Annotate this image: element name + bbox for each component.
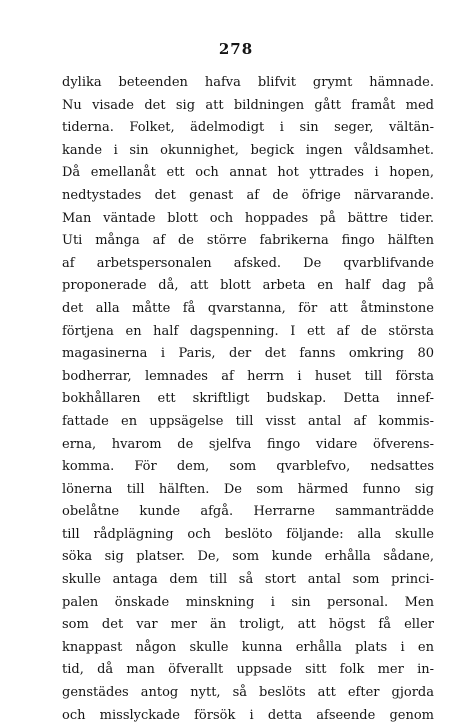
text-line: erna, hvarom de sjelfva fingo vidare öfverens- xyxy=(62,436,434,452)
text-line: komma. För dem, som qvarblefvo, nedsattes xyxy=(62,459,434,475)
text-line: genstädes antog nytt, så beslöts att efter gjorda xyxy=(62,685,434,701)
text-line: förtjena en half dagspenning. I ett af de största xyxy=(62,323,434,339)
text-line: skulle antaga dem till så stort antal som princi- xyxy=(62,572,434,588)
page-number: 278 xyxy=(218,40,254,58)
text-line: nedtystades det genast af de öfrige närvarande. xyxy=(62,187,434,203)
text-line: magasinerna i Paris, der det fanns omkring 80 xyxy=(62,346,434,362)
text-line: lönerna till hälften. De som härmed funno sig xyxy=(62,481,434,497)
text-line: tid, då man öfverallt uppsade sitt folk mer in- xyxy=(62,662,434,678)
text-line: tiderna. Folket, ädelmodigt i sin seger, vältän- xyxy=(62,120,434,136)
text-line: som det var mer än troligt, att högst få eller xyxy=(62,617,434,633)
text-line: Nu visade det sig att bildningen gått framåt med xyxy=(62,97,434,113)
text-line: fattade en uppsägelse till visst antal af kommis- xyxy=(62,413,434,429)
text-line: bokhållaren ett skriftligt budskap. Detta innef- xyxy=(62,391,434,407)
text-line: och misslyckade försök i detta afseende genom xyxy=(62,707,434,723)
text-line: Uti många af de större fabrikerna fingo hälften xyxy=(62,233,434,249)
text-line: det alla måtte få qvarstanna, för att åtminstone xyxy=(62,300,434,316)
text-line: af arbetspersonalen afsked. De qvarblifvande xyxy=(62,255,434,271)
text-line: dylika beteenden hafva blifvit grymt hämnade. xyxy=(62,75,434,90)
text-line: till rådplägning och beslöto följande: alla skulle xyxy=(62,526,434,542)
text-line: Då emellanåt ett och annat hot yttrades i hopen, xyxy=(62,165,434,181)
text-line: palen önskade minskning i sin personal. Men xyxy=(62,594,434,610)
body-text xyxy=(62,72,434,727)
text-line: knappast någon skulle kunna erhålla plats i en xyxy=(62,639,434,655)
text-line: kande i sin okunnighet, begick ingen våldsamhet. xyxy=(62,142,434,158)
text-line: bodherrar, lemnades af herrn i huset till första xyxy=(62,368,434,384)
text-line: söka sig platser. De, som kunde erhålla sådane, xyxy=(62,549,434,565)
text-line: obelåtne kunde afgå. Herrarne sammanträdde xyxy=(62,504,434,520)
text-line: Man väntade blott och hoppades på bättre tider. xyxy=(62,210,434,226)
text-line: proponerade då, att blott arbeta en half dag på xyxy=(62,278,434,294)
